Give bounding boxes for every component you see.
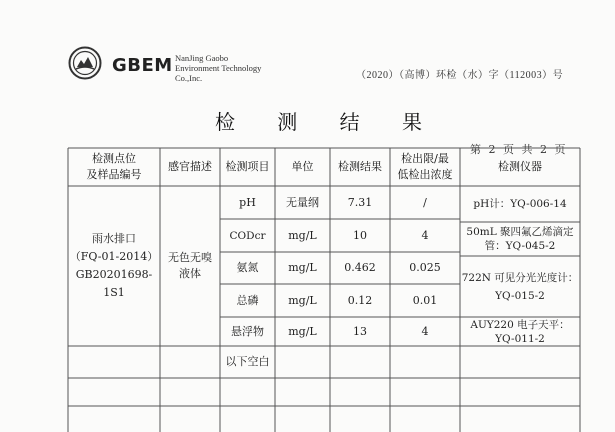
sensory-line: 液体	[179, 267, 201, 280]
page-number: 第 2 页 共 2 页	[470, 143, 568, 156]
item-ammonia: 氨氮	[236, 261, 259, 274]
unit-cell: mg/L	[288, 293, 317, 307]
item-total-phosphorus: 总磷	[236, 293, 259, 307]
instrument-line: YQ-011-2	[495, 332, 545, 345]
instrument-line: 管：YQ-045-2	[484, 240, 556, 252]
instrument-burette	[460, 222, 580, 256]
sample-point-name: 雨水排口	[92, 232, 136, 245]
result-cell: 7.31	[347, 195, 373, 209]
limit-cell: 0.01	[412, 293, 438, 307]
sample-point-cell	[68, 186, 160, 346]
instrument-line: YQ-015-2	[495, 289, 545, 302]
unit-cell: mg/L	[288, 261, 317, 274]
blank-note: 以下空白	[225, 355, 270, 368]
item-cod: CODcr	[229, 229, 266, 242]
document-number: （2020）（高博）环检（水）字（112003）号	[356, 70, 564, 81]
header-line: 检测点位	[92, 152, 136, 165]
sensory-cell	[160, 186, 220, 346]
header-instrument: 检测仪器	[498, 160, 542, 173]
header-result: 检测结果	[338, 160, 382, 173]
item-ph: pH	[239, 195, 256, 209]
result-cell: 13	[353, 324, 367, 338]
page-title: 检 测 结 果	[214, 110, 441, 134]
header-sample-point	[68, 148, 160, 186]
company-line: Environment Technology	[175, 63, 262, 73]
instrument-spectrophotometer	[460, 256, 580, 317]
instrument-line: 722N 可见分光光度计：	[461, 271, 579, 284]
instrument-line: 50mL 聚四氟乙烯滴定	[466, 226, 574, 238]
result-cell: 0.462	[344, 261, 376, 274]
result-cell: 10	[353, 228, 367, 242]
item-suspended-solids: 悬浮物	[231, 324, 264, 338]
instrument-balance	[460, 317, 580, 346]
header-sensory: 感官描述	[168, 160, 212, 173]
sample-id: GB20201698-1S1	[75, 268, 153, 299]
unit-cell: mg/L	[288, 324, 317, 338]
instrument-ph-meter: pH计：YQ-006-14	[473, 198, 567, 210]
header-line: 低检出浓度	[397, 168, 453, 181]
instrument-line: AUY220 电子天平：	[470, 318, 570, 331]
logo-text: GBEM	[112, 55, 173, 76]
header-line: 及样品编号	[86, 168, 142, 181]
company-line: NanJing Gaobo	[175, 53, 229, 63]
limit-cell: 4	[421, 228, 429, 242]
limit-cell: 4	[421, 324, 429, 338]
company-line: Co.,Inc.	[175, 73, 203, 83]
sample-point-code: （FQ-01-2014）	[69, 250, 159, 263]
header-line: 检出限/最	[401, 152, 449, 165]
limit-cell: /	[423, 195, 427, 209]
unit-cell: 无量纲	[286, 195, 319, 209]
header-unit: 单位	[291, 160, 314, 173]
header-item: 检测项目	[225, 160, 270, 173]
unit-cell: mg/L	[288, 228, 317, 242]
sensory-line: 无色无嗅	[168, 251, 212, 264]
limit-cell: 0.025	[409, 261, 441, 274]
header-limit	[390, 148, 460, 186]
result-cell: 0.12	[347, 293, 373, 307]
